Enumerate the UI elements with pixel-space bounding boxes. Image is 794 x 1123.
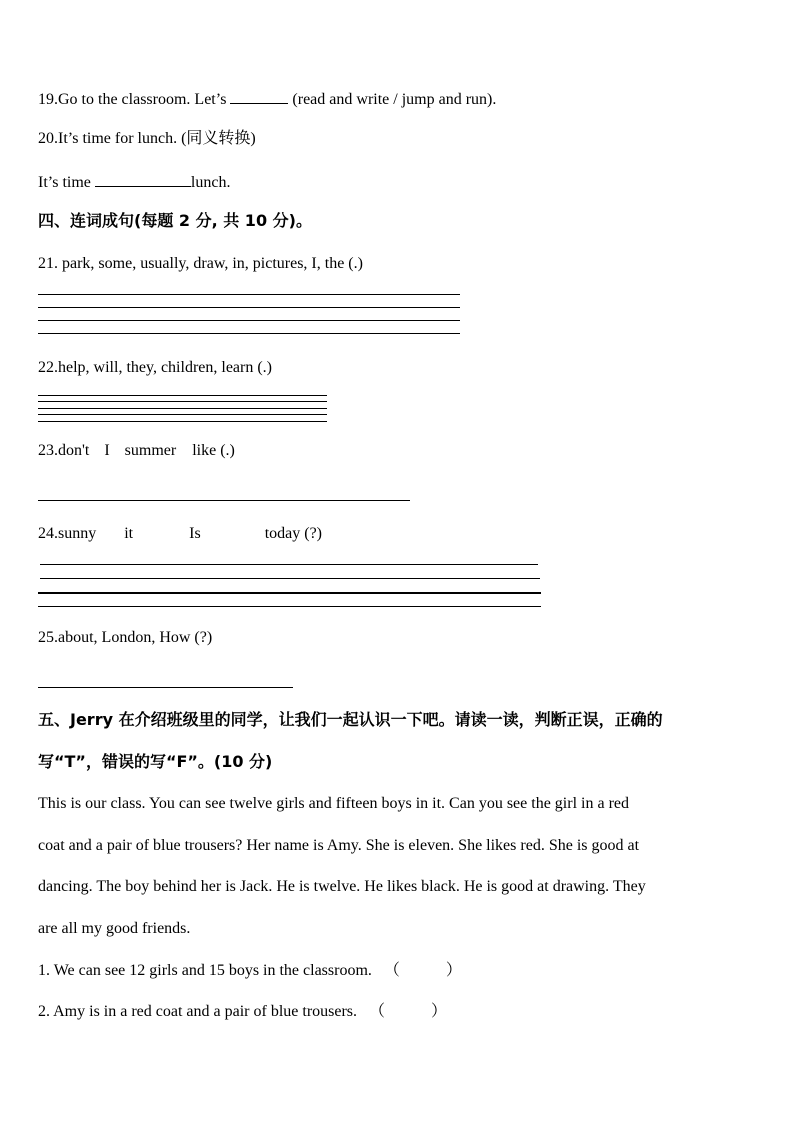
answer-bracket-open: （ bbox=[383, 962, 400, 979]
passage-line: are all my good friends. bbox=[38, 920, 191, 937]
answer-line[interactable] bbox=[38, 294, 460, 295]
answer-line[interactable] bbox=[38, 395, 327, 396]
question-19 bbox=[38, 87, 496, 110]
tf-question-text: 2. Amy is in a red coat and a pair of blue trousers. bbox=[38, 1003, 358, 1020]
question-number: 21 bbox=[38, 255, 54, 272]
answer-bracket-close: ） bbox=[445, 962, 462, 979]
question-number: 23. bbox=[38, 442, 58, 459]
passage-line: coat and a pair of blue trousers? Her name is Amy. She is eleven. She likes red. She is good at bbox=[38, 837, 640, 854]
answer-line[interactable] bbox=[38, 408, 327, 409]
question-21 bbox=[38, 254, 363, 274]
answer-line[interactable] bbox=[38, 320, 460, 321]
word: today (?) bbox=[264, 525, 322, 542]
answer-line[interactable] bbox=[38, 606, 541, 607]
section-4-heading: 四、连词成句(每题 2 分, 共 10 分)。 bbox=[38, 211, 312, 230]
answer-line[interactable] bbox=[38, 421, 327, 422]
passage-line: dancing. The boy behind her is Jack. He is twelve. He likes black. He is good at drawing. They bbox=[38, 878, 646, 895]
section-5-heading-line2: 写“T”，错误的写“F”。(10 分) bbox=[38, 752, 273, 771]
tf-question-2 bbox=[38, 1002, 447, 1022]
answer-line[interactable] bbox=[38, 592, 541, 594]
tf-question-text: 1. We can see 12 girls and 15 boys in the classroom. bbox=[38, 962, 372, 979]
word: like bbox=[192, 442, 217, 459]
answer-line[interactable] bbox=[40, 578, 540, 579]
section-5-heading-line1: 五、Jerry 在介绍班级里的同学，让我们一起认识一下吧。请读一读，判断正误，正确的 bbox=[38, 710, 663, 729]
question-text: help, will, they, children, learn (.) bbox=[58, 359, 272, 376]
word: summer bbox=[124, 442, 177, 459]
word: it bbox=[124, 525, 134, 542]
question-number: 25. bbox=[38, 629, 58, 646]
answer-line[interactable] bbox=[38, 401, 327, 402]
answer-line[interactable] bbox=[38, 307, 460, 308]
word: sunny bbox=[58, 525, 97, 542]
passage-line: This is our class. You can see twelve girls and fifteen boys in it. Can you see the girl in a red bbox=[38, 795, 629, 812]
question-24 bbox=[38, 524, 322, 544]
question-text: Go to the classroom. Let’s bbox=[58, 91, 231, 108]
question-25 bbox=[38, 628, 212, 648]
answer-bracket-open: （ bbox=[369, 1003, 386, 1020]
word: Is bbox=[189, 525, 201, 542]
question-text: It’s time for lunch. bbox=[58, 130, 182, 147]
answer-blank[interactable] bbox=[230, 87, 288, 104]
tf-question-1 bbox=[38, 961, 462, 981]
punctuation: (.) bbox=[220, 442, 235, 459]
question-options: (read and write / jump and run). bbox=[292, 91, 497, 108]
answer-line[interactable] bbox=[38, 414, 327, 415]
question-number: 24. bbox=[38, 525, 58, 542]
answer-line[interactable] bbox=[40, 564, 538, 565]
question-number: 20. bbox=[38, 130, 58, 147]
question-23 bbox=[38, 441, 235, 461]
word: don't bbox=[58, 442, 90, 459]
answer-line[interactable] bbox=[38, 500, 410, 501]
question-20 bbox=[38, 129, 256, 149]
answer-blank[interactable] bbox=[95, 170, 191, 187]
word: I bbox=[104, 442, 110, 459]
question-number: 22. bbox=[38, 359, 58, 376]
question-number: 19. bbox=[38, 91, 58, 108]
answer-prefix: It’s time bbox=[38, 174, 95, 191]
answer-line[interactable] bbox=[38, 333, 460, 334]
question-text: . park, some, usually, draw, in, pictures, I, the (.) bbox=[54, 255, 363, 272]
question-note: (同义转换) bbox=[181, 130, 256, 147]
question-22 bbox=[38, 358, 272, 378]
answer-suffix: lunch. bbox=[190, 174, 231, 191]
answer-bracket-close: ） bbox=[431, 1003, 448, 1020]
question-text: about, London, How (?) bbox=[58, 629, 213, 646]
answer-line[interactable] bbox=[38, 687, 293, 688]
question-20-answer-line bbox=[38, 170, 230, 193]
